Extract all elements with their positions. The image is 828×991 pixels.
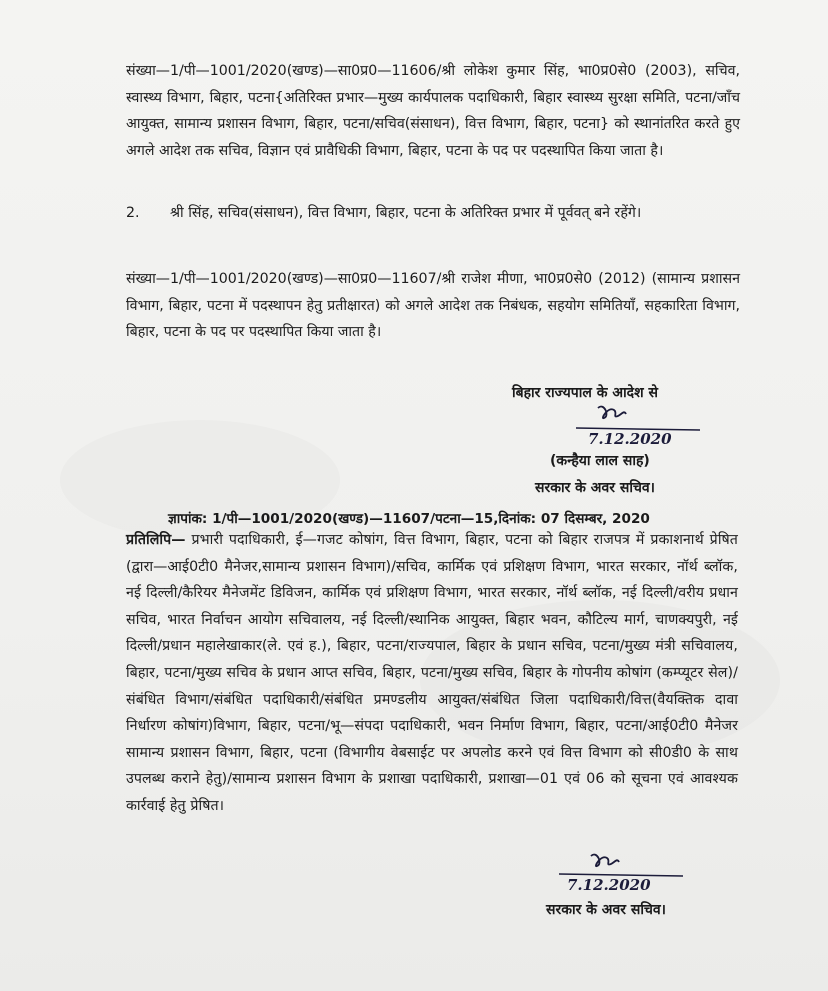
signatory-name: (कन्हैया लाल साह) xyxy=(550,453,650,469)
paragraph-number: 2. xyxy=(126,205,140,221)
governor-order-line: बिहार राज्यपाल के आदेश से xyxy=(512,385,658,401)
signatory-designation: सरकार के अवर सचिव। xyxy=(546,902,666,918)
order-text-2: श्री सिंह, सचिव(संसाधन), वित्त विभाग, बिहार, पटना के अतिरिक्त प्रभार में पूर्ववत् बने रहेंगे। xyxy=(170,205,642,221)
order-paragraph-2 xyxy=(126,200,740,227)
copy-distribution-paragraph xyxy=(126,527,738,820)
order-text-1: संख्या—1/पी—1001/2020(खण्ड)—सा0प्र0—11606/श्री लोकेश कुमार सिंह, भा0प्र0से0 (2003), सचिव, स्वास्थ्य विभाग, बिहार, पटना{अतिरिक्त प्रभार—मुख्य कार्यपालक पदाधिकारी, बिहार स्वास्थ्य सुरक्षा समिति, पटना/जाँच आयुक्त, सामान्य प्रशासन विभाग, बिहार, पटना/सचिव(संसाधन), वित्त विभाग, बिहार, पटना} को स्थानांतरित करते हुए अगले आदेश तक सचिव, विज्ञान एवं प्रावैधिकी विभाग, बिहार, पटना के पद पर पदस्थापित किया जाता है। xyxy=(126,63,740,159)
signature-date: 7.12.2020 xyxy=(567,876,651,894)
memo-number-line: ज्ञापांक: 1/पी—1001/2020(खण्ड)—11607/पटना—15,दिनांक: 07 दिसम्बर, 2020 xyxy=(168,511,650,527)
order-paragraph-3 xyxy=(126,266,740,346)
signature-block-1 xyxy=(568,400,708,454)
order-text-3: संख्या—1/पी—1001/2020(खण्ड)—सा0प्र0—11607/श्री राजेश मीणा, भा0प्र0से0 (2012) (सामान्य प्रशासन विभाग, बिहार, पटना में पदस्थापन हेतु प्रतीक्षारत) को अगले आदेश तक निबंधक, सहयोग समितियाँ, सहकारिता विभाग, बिहार, पटना के पद पर पदस्थापित किया जाता है। xyxy=(126,271,740,341)
signature-block-2 xyxy=(555,850,695,904)
copy-text: प्रभारी पदाधिकारी, ई—गजट कोषांग, वित्त विभाग, बिहार, पटना को बिहार राजपत्र में प्रकाशनार्थ प्रेषित (द्वारा—आई0टी0 मैनेजर,सामान्य प्रशासन विभाग)/सचिव, कार्मिक एवं प्रशिक्षण विभाग, भारत सरकार, नॉर्थ ब्लॉक, नई दिल्ली/कैरियर मैनेजमेंट डिविजन, कार्मिक एवं प्रशिक्षण विभाग, भारत सरकार, नॉर्थ ब्लॉक, नई दिल्ली/वरीय प्रधान सचिव, भारत निर्वाचन आयोग सचिवालय, नई दिल्ली/स्थानिक आयुक्त, बिहार भवन, कौटिल्य मार्ग, चाणक्यपुरी, नई दिल्ली/प्रधान महालेखाकार(ले. एवं ह.), बिहार, पटना/राज्यपाल, बिहार के प्रधान सचिव, पटना/मुख्य मंत्री सचिवालय, बिहार, पटना/मुख्य सचिव के प्रधान आप्त सचिव, बिहार, पटना/मुख्य सचिव, बिहार के गोपनीय कोषांग (कम्प्यूटर सेल)/संबंधित विभाग/संबंधित पदाधिकारी/संबंधित प्रमण्डलीय आयुक्त/संबंधित जिला पदाधिकारी/वित्त(वैयक्तिक दावा निर्धारण कोषांग)विभाग, बिहार, पटना/भू—संपदा पदाधिकारी, भवन निर्माण विभाग, बिहार, पटना/आई0टी0 मैनेजर सामान्य प्रशासन विभाग, बिहार, पटना (विभागीय वेबसाईट पर अपलोड करने एवं वित्त विभाग को सी0डी0 के साथ उपलब्ध कराने हेतु)/सामान्य प्रशासन विभाग के प्रशाखा पदाधिकारी, प्रशाखा—01 एवं 06 को सूचना एवं आवश्यक कार्रवाई हेतु प्रेषित। xyxy=(126,532,738,814)
signatory-designation: सरकार के अवर सचिव। xyxy=(535,480,655,496)
signature-date: 7.12.2020 xyxy=(588,430,672,448)
order-paragraph-1 xyxy=(126,58,740,164)
copy-label: प्रतिलिपि— xyxy=(126,532,186,548)
